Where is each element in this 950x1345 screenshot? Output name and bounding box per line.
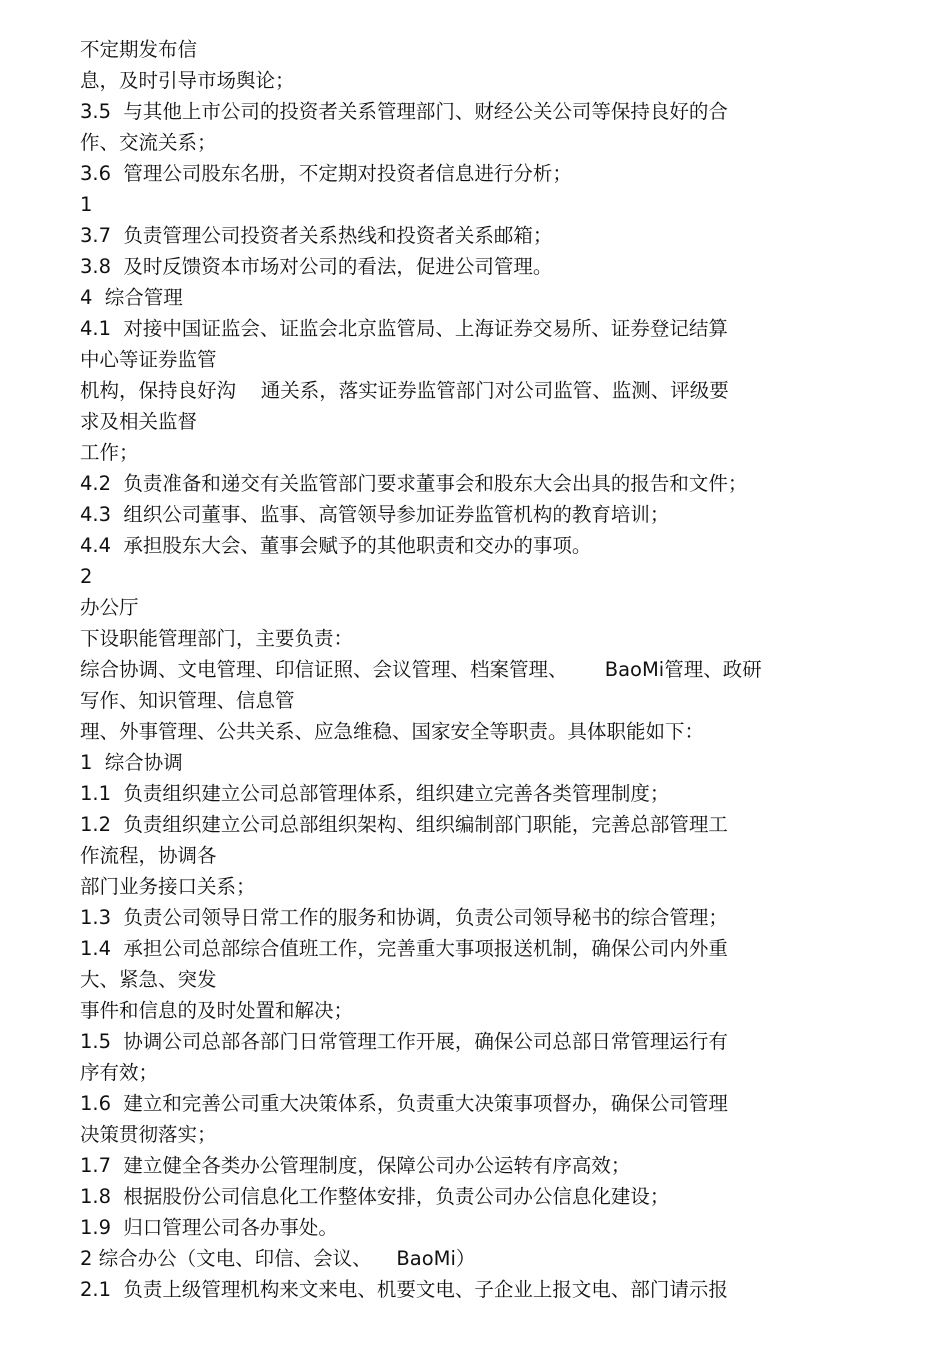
text-line: 4.3 组织公司董事、监事、高管领导参加证券监管机构的教育培训； [80,503,670,526]
text-line: 不定期发布信 [80,38,198,61]
text-line: 4.4 承担股东大会、董事会赋予的其他职责和交办的事项。 [80,534,592,557]
page-number: 2 [80,565,93,588]
text-line: 大、紧急、突发 [80,968,217,991]
text-line: 4.2 负责准备和递交有关监管部门要求董事会和股东大会出具的报告和文件； [80,472,748,495]
text-line: 写作、知识管理、信息管 [80,689,295,712]
text-line: 工作； [80,441,139,464]
text-line: 作流程，协调各 [80,844,217,867]
text-line: 1.1 负责组织建立公司总部管理体系，组织建立完善各类管理制度； [80,782,670,805]
text-line: 2.1 负责上级管理机构来文来电、机要文电、子企业上报文电、部门请示报 [80,1278,728,1301]
text-line: 事件和信息的及时处置和解决； [80,999,354,1022]
text-line: 下设职能管理部门，主要负责： [80,627,354,650]
text-line: 部门业务接口关系； [80,875,256,898]
text-line: 3.7 负责管理公司投资者关系热线和投资者关系邮箱； [80,224,553,247]
document-page [80,34,870,1305]
text-line: 1.8 根据股份公司信息化工作整体安排，负责公司办公信息化建设； [80,1185,670,1208]
text-line: 机构，保持良好沟 通关系，落实证券监管部门对公司监管、监测、评级要 [80,379,729,402]
text-line: 理、外事管理、公共关系、应急维稳、国家安全等职责。具体职能如下： [80,720,705,743]
text-line: 1.6 建立和完善公司重大决策体系，负责重大决策事项督办，确保公司管理 [80,1092,728,1115]
text-line: 3.5 与其他上市公司的投资者关系管理部门、财经公关公司等保持良好的合 [80,100,728,123]
text-line: 1.4 承担公司总部综合值班工作，完善重大事项报送机制，确保公司内外重 [80,937,728,960]
text-line: 息，及时引导市场舆论； [80,69,295,92]
text-line: 作、交流关系； [80,131,217,154]
text-line: 综合协调、文电管理、印信证照、会议管理、档案管理、 BaoMi管理、政研 [80,658,762,681]
section-heading: 4 综合管理 [80,286,183,309]
text-line: 1.7 建立健全各类办公管理制度，保障公司办公运转有序高效； [80,1154,631,1177]
text-line: 3.8 及时反馈资本市场对公司的看法，促进公司管理。 [80,255,553,278]
text-line: 1.5 协调公司总部各部门日常管理工作开展，确保公司总部日常管理运行有 [80,1030,728,1053]
text-line: 1.3 负责公司领导日常工作的服务和协调，负责公司领导秘书的综合管理； [80,906,728,929]
page-number: 1 [80,193,93,216]
text-line: 1.9 归口管理公司各办事处。 [80,1216,338,1239]
section-heading: 办公厅 [80,596,139,619]
text-line: 1.2 负责组织建立公司总部组织架构、组织编制部门职能，完善总部管理工 [80,813,728,836]
text-line: 决策贯彻落实； [80,1123,217,1146]
text-line: 中心等证券监管 [80,348,217,371]
text-line: 3.6 管理公司股东名册，不定期对投资者信息进行分析； [80,162,572,185]
text-line: 求及相关监督 [80,410,198,433]
text-line: 序有效； [80,1061,159,1084]
text-line: 4.1 对接中国证监会、证监会北京监管局、上海证券交易所、证券登记结算 [80,317,728,340]
section-heading: 2 综合办公（文电、印信、会议、 BaoMi） [80,1247,476,1270]
section-heading: 1 综合协调 [80,751,183,774]
